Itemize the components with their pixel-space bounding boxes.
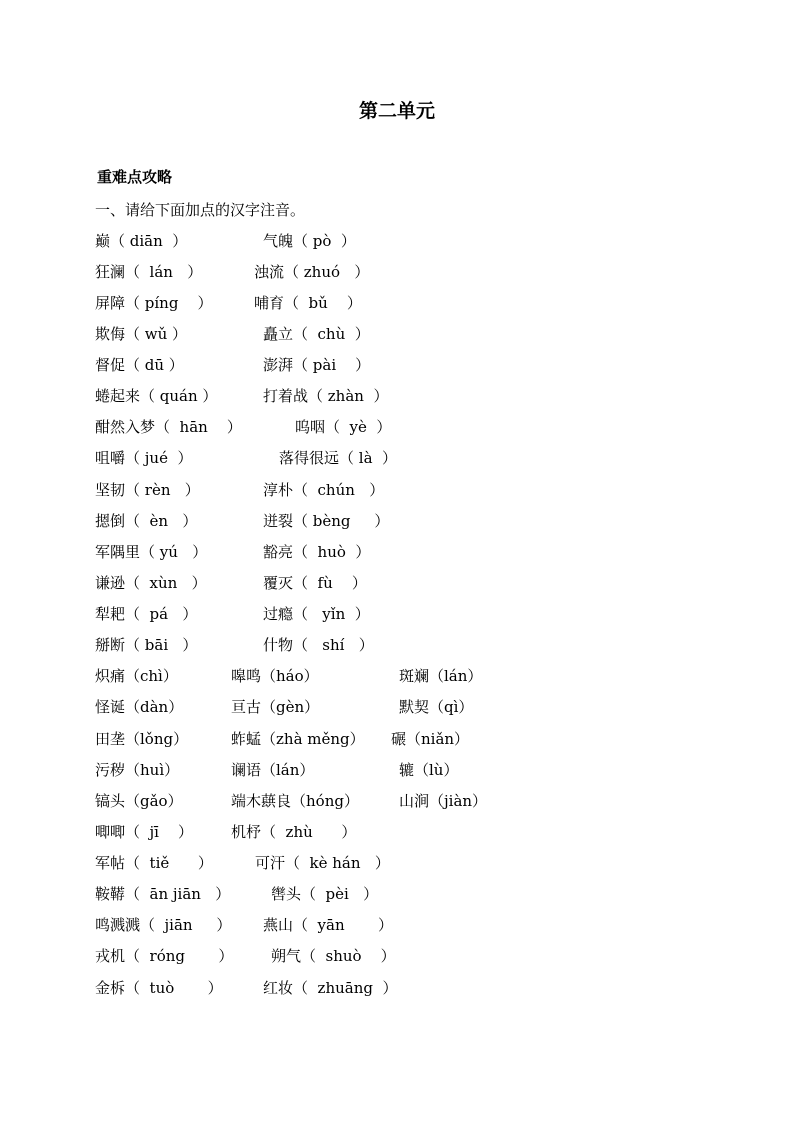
exercise-item: 谦逊（ xùn ） (95, 574, 207, 592)
exercise-item: 呜咽（ yè ） (295, 418, 392, 436)
exercise-item: 军隅里（ yú ） (95, 543, 208, 561)
section-heading: 重难点攻略 (97, 168, 173, 186)
exercise-item: 覆灭（ fù ） (263, 574, 367, 592)
exercise-item: 气魄（ pò ） (263, 232, 356, 250)
exercise-row (0, 479, 794, 503)
exercise-row (0, 728, 794, 752)
exercise-item: 迸裂（ bèng ） (263, 512, 390, 530)
exercise-item: 亘古（gèn） (231, 698, 320, 716)
exercise-item: 什物（ shí ） (263, 636, 374, 654)
exercise-item: 豁亮（ huò ） (263, 543, 371, 561)
exercise-item: 污秽（huì） (95, 761, 180, 779)
exercise-row (0, 261, 794, 285)
exercise-item: 欺侮（ wǔ ） (95, 325, 188, 343)
exercise-item: 落得很远（ là ） (279, 449, 398, 467)
exercise-row (0, 541, 794, 565)
exercise-row (0, 914, 794, 938)
exercise-row (0, 230, 794, 254)
exercise-item: 酣然入梦（ hān ） (95, 418, 242, 436)
exercise-item: 谰语（lán） (231, 761, 315, 779)
exercise-row (0, 354, 794, 378)
exercise-row (0, 510, 794, 534)
exercise-item: 辘（lù） (399, 761, 459, 779)
exercise-item: 嗥鸣（háo） (231, 667, 319, 685)
exercise-item: 掰断（ bāi ） (95, 636, 198, 654)
exercise-row (0, 977, 794, 1001)
exercise-item: 朔气（ shuò ） (271, 947, 396, 965)
exercise-item: 蜷起来（ quán ） (95, 387, 218, 405)
exercise-item: 唧唧（ jī ） (95, 823, 194, 841)
exercise-item: 斑斓（lán） (399, 667, 483, 685)
exercise-item: 金柝（ tuò ） (95, 979, 223, 997)
exercise-row (0, 447, 794, 471)
exercise-item: 咀嚼（ jué ） (95, 449, 193, 467)
exercise-item: 端木蕻良（hóng） (231, 792, 359, 810)
exercise-item: 机杼（ zhù ） (231, 823, 357, 841)
exercise-row (0, 696, 794, 720)
exercise-item: 山涧（jiàn） (399, 792, 488, 810)
instruction-text: 一、请给下面加点的汉字注音。 (95, 201, 306, 219)
exercise-row (0, 790, 794, 814)
exercise-item: 辔头（ pèi ） (271, 885, 379, 903)
exercise-item: 矗立（ chù ） (263, 325, 370, 343)
exercise-item: 戎机（ róng ） (95, 947, 234, 965)
exercise-item: 浊流（ zhuó ） (254, 263, 370, 281)
exercise-item: 鞍鞯（ ān jiān ） (95, 885, 231, 903)
exercise-row (0, 883, 794, 907)
exercise-item: 军帖（ tiě ） (95, 854, 213, 872)
exercise-row (0, 292, 794, 316)
exercise-item: 蚱蜢（zhà měng） (231, 730, 365, 748)
page-title: 第二单元 (358, 100, 435, 122)
exercise-item: 默契（qì） (399, 698, 474, 716)
exercise-item: 淳朴（ chún ） (263, 481, 385, 499)
exercise-row (0, 572, 794, 596)
exercise-item: 摁倒（ èn ） (95, 512, 198, 530)
exercise-row (0, 634, 794, 658)
exercise-row (0, 665, 794, 689)
exercise-row (0, 416, 794, 440)
exercise-item: 可汗（ kè hán ） (255, 854, 390, 872)
exercise-item: 巅（ diān ） (95, 232, 188, 250)
exercise-item: 燕山（ yān ） (263, 916, 393, 934)
exercise-item: 屏障（ píng ） (95, 294, 213, 312)
exercise-item: 怪诞（dàn） (95, 698, 184, 716)
exercise-row (0, 323, 794, 347)
exercise-item: 田垄（lǒng） (95, 730, 189, 748)
exercise-item: 督促（ dū ） (95, 356, 184, 374)
exercise-item: 打着战（ zhàn ） (263, 387, 389, 405)
exercise-item: 坚韧（ rèn ） (95, 481, 200, 499)
exercise-item: 过瘾（ yǐn ） (263, 605, 370, 623)
exercise-item: 哺育（ bǔ ） (254, 294, 362, 312)
exercise-item: 鸣溅溅（ jiān ） (95, 916, 232, 934)
exercise-item: 碾（niǎn） (391, 730, 470, 748)
exercise-row (0, 821, 794, 845)
exercise-row (0, 759, 794, 783)
exercise-row (0, 852, 794, 876)
exercise-item: 镐头（gǎo） (95, 792, 183, 810)
exercise-item: 红妆（ zhuāng ） (263, 979, 398, 997)
exercise-row (0, 603, 794, 627)
exercise-item: 犁耙（ pá ） (95, 605, 198, 623)
exercise-item: 炽痛（chì） (95, 667, 178, 685)
exercise-row (0, 385, 794, 409)
exercise-item: 狂澜（ lán ） (95, 263, 203, 281)
exercise-item: 澎湃（ pài ） (263, 356, 371, 374)
exercise-row (0, 945, 794, 969)
